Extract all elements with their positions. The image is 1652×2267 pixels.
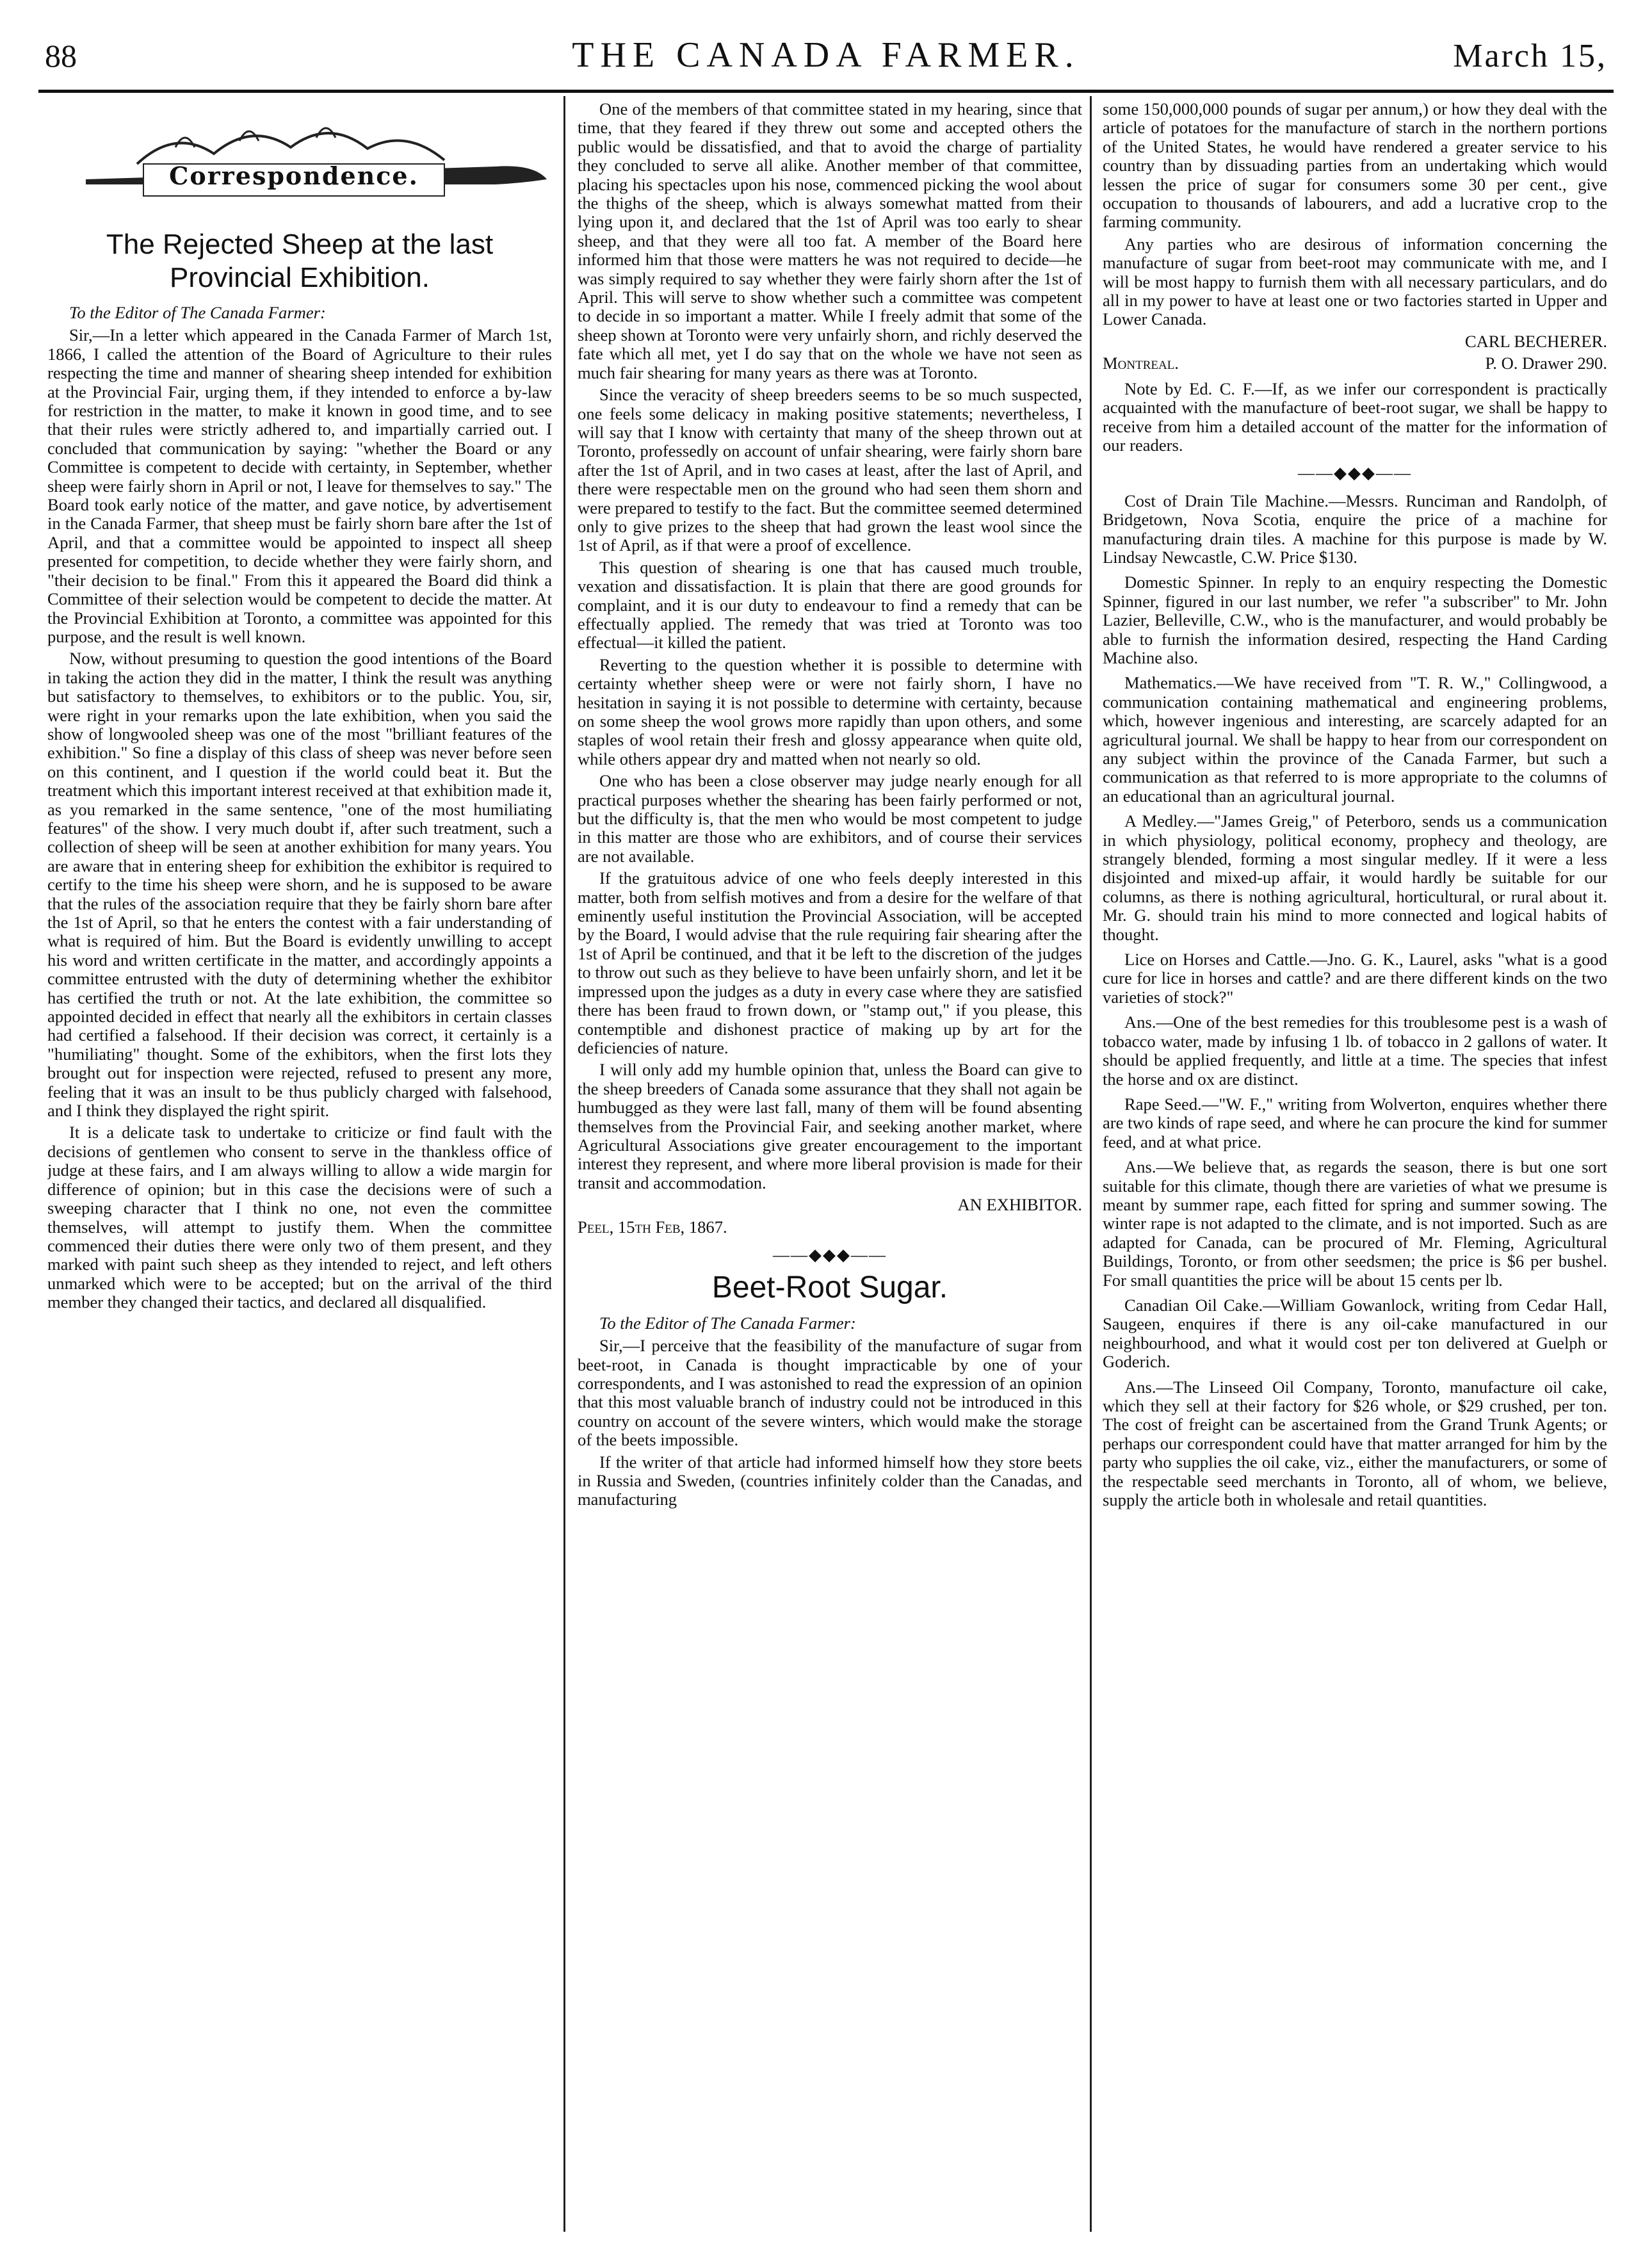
article-paragraph: This question of shearing is one that has caused much trouble, vexation and dissatisfaction. It is plain that there are good grounds for complaint, and it is our duty to endeavour to find a remedy that can be effectually applied. The remedy that was tried at Toronto was too effectual—it killed the patient. — [578, 557, 1082, 653]
header-rule — [38, 90, 1614, 93]
masthead: THE CANADA FARMER. — [572, 35, 1080, 75]
answers-item: Lice on Horses and Cattle.—Jno. G. K., Laurel, asks "what is a good cure for lice in horses and cattle? and are there different kinds on the two varieties of stock?" — [1103, 950, 1607, 1007]
beet-root-address: To the Editor of The Canada Farmer: — [599, 1313, 856, 1333]
column-rule — [563, 96, 565, 2232]
editor-note: Note by Ed. C. F.—If, as we infer our correspondent is practically acquainted with the manufacture of beet-root sugar, we shall be happy to receive from him a detailed account of the matter for the information of our readers. — [1103, 378, 1607, 455]
article-paragraph: I will only add my humble opinion that, unless the Board can give to the sheep breeders of Canada some assurance that they shall not again be humbugged as they were last fall, many of them will be found absenting themselves from the Provincial Fair, and seeking another market, where Agricultural Associations give greater encouragement to the important interest they represent, and where more liberal provision is made for their transit and accommodation. — [578, 1060, 1082, 1192]
article-title: The Rejected Sheep at the last Provincial Exhibition. — [106, 229, 494, 293]
article-paragraph: Now, without presuming to question the good intentions of the Board in taking the action they did in the matter, I think the result was anything but satisfactory to themselves, to exhibitors or to the public. You, sir, were right in your remarks upon the late exhibition, when you said the show of longwooled sheep was one of the most "brilliant features of the exhibition." So fine a display of this class of sheep was never before seen on this continent, and I question if the world could beat it. But the treatment which this important interest received at that exhibition made it, as you remarked in the same sentence, "one of the most humiliating features" of the show. I very much doubt if, after such treatment, such a collection of sheep will be seen at another exhibition for many years. You are aware that in entering sheep for exhibition the exhibitor is required to certify to the time his sheep were shorn, and he is supposed to be aware that the rules of the association require that they be fairly shorn bare after the 1st of April, so that he enters the contest with a fair understanding of what is required of him. But the Board is evidently unwilling to accept his word and written certificate in the matter, and accordingly appoints a committee entrusted with the duty of determining whether the exhibitor has certified the truth or not. At the late exhibition, the committee so appointed decided in effect that nearly all the exhibitors in certain classes had certified a falsehood. If their decision was correct, it certainly is a "humiliating" thought. Some of the exhibitors, when the first lots they brought out for inspection were rejected, refused to present any more, feeling that it was an insult to be thus publicly charged with falsehood, and I think they displayed the right spirit. — [47, 649, 552, 1121]
signature-line — [1103, 354, 1607, 373]
article-paragraph: If the writer of that article had informed himself how they store beets in Russia and Sweden, (countries infinitely colder than the Canadas, and manufacturing — [578, 1452, 1082, 1509]
article-address: To the Editor of The Canada Farmer: — [69, 303, 326, 322]
signature-place: Montreal. — [1103, 353, 1179, 373]
article-paragraph: Since the veracity of sheep breeders seems to be so much suspected, one feels some delicacy in making positive statements; nevertheless, I will say that I know with certainty that many of the sheep thrown out at Toronto, professedly on account of unfair shearing, were fairly shorn bare after the 1st of April, and in two cases at least, after the last of April, and there were respectable men on the ground who had seen them shorn and were prepared to testify to the fact. But the committee seemed determined only to give prizes to the sheep that had grown the least wool since the 1st of April, as if that were a proof of excellence. — [578, 385, 1082, 555]
issue-date: March 15, — [1453, 38, 1607, 74]
column-rule — [1090, 96, 1092, 2232]
answers-item: Canadian Oil Cake.—William Gowanlock, writing from Cedar Hall, Saugeen, enquires if there is any oil-cake manufactured in our neighbourhood, and what it would cost per ton delivered at Guelph or Goderich. — [1103, 1295, 1607, 1372]
correspondence-banner — [47, 102, 552, 224]
article-dateline: Peel, 15th Feb, 1867. — [578, 1217, 727, 1237]
answers-item: Domestic Spinner. In reply to an enquiry respecting the Domestic Spinner, figured in our last number, we refer "a subscriber" to Mr. John Lazier, Belleville, C.W., who is the manufacturer, and would probably be able to furnish the information desired, respecting the Hand Carding Machine also. — [1103, 573, 1607, 667]
section-divider-ornament: ——◆◆◆—— — [773, 1245, 887, 1264]
answers-item: Ans.—We believe that, as regards the season, there is but one sort suitable for this climate, though there are varieties of what we presume is meant by summer rape, each fitted for spring and summer sowing. The winter rape is not adapted to the climate, and is not imported. Such as are adapted for Canada, can be procured of Mr. Fleming, Agricultural Buildings, Toronto, or from other seedsmen; the price is $6 per bushel. For small quantities the price will be about 15 cents per lb. — [1103, 1157, 1607, 1290]
article-paragraph: Sir,—I perceive that the feasibility of the manufacture of sugar from beet-root, in Canada is thought impracticable by one of your correspondents, and I was astonished to read the expression of an opinion that this most valuable branch of industry could not be introduced in this country on account of the severe winters, which would make the storage of the beets impossible. — [578, 1336, 1082, 1450]
article-paragraph: One who has been a close observer may judge nearly enough for all practical purposes whether the shearing has been fairly performed or not, but the difficulty is, that the men who would be most competent to judge in this matter are those who are exhibitors, and of course their services are not available. — [578, 771, 1082, 866]
article-paragraph: One of the members of that committee stated in my hearing, since that time, that they feared if they threw out some and accepted others the public would be dissatisfied, and that to avoid the charge of partiality they concluded to serve all alike. Another member of that committee, placing his spectacles upon his nose, commenced picking the wool about the thighs of the sheep, which is always somewhat matted from their lying upon it, and declared that the 1st of April was too early to shear sheep, and that they were all too fat. A member of the Board here informed him that those were matters he was not required to decide—he was simply required to say whether they were fairly shorn after the 1st of April. This will serve to show whether such a committee was competent to decide in so important a matter. While I freely admit that some of the sheep shown at Toronto were very unfairly shorn, and richly deserved the fate which all met, yet I do say that on the whole we have not seen as much fair shearing for many years as there was at Toronto. — [578, 100, 1082, 382]
article-signature: AN EXHIBITOR. — [957, 1195, 1082, 1215]
column-3 — [1103, 100, 1607, 2226]
answers-item: Mathematics.—We have received from "T. R. W.," Collingwood, a communication containing mathematical and engineering problems, which, however ingenious and interesting, are scarcely adapted for an agricultural journal. We shall be happy to hear from our correspondent on any subject within the province of the Canada Farmer, but such a communication as that referred to is more appropriate to the columns of an educational than an agricultural journal. — [1103, 673, 1607, 806]
answers-item: Cost of Drain Tile Machine.—Messrs. Runciman and Randolph, of Bridgetown, Nova Scotia, enquire the price of a machine for manufacturing drain tiles. A machine for this purpose is made by W. Lindsay Newcastle, C.W. Price $130. — [1103, 491, 1607, 567]
column-2 — [578, 100, 1082, 2226]
section-divider-ornament: ——◆◆◆—— — [1298, 464, 1412, 483]
signer-name: CARL BECHERER. — [1464, 331, 1607, 351]
article-paragraph: some 150,000,000 pounds of sugar per annum,) or how they deal with the article of potatoes for the manufacture of starch in the northern portions of the United States, he would have rendered a greater service to his country than by dissuading parties from an undertaking which would lessen the price of sugar for consumers some 30 per cent., give occupation to thousands of labourers, and add a lucrative crop to the farming community. — [1103, 100, 1607, 232]
answers-item: A Medley.—"James Greig," of Peterboro, sends us a communication in which physiology, political economy, prophecy and theology, are strangely blended, forming a most singular medley. If it were a less disjointed and mixed-up affair, it would hardly be suitable for our columns, as there is nothing agricultural, horticultural, or rural about it. Mr. G. should train his mind to more connected and logical habits of thought. — [1103, 811, 1607, 944]
article-paragraph: Reverting to the question whether it is possible to determine with certainty whether sheep were or were not fairly shorn, I have no hesitation in saying it is not possible to determine with certainty, because on some sheep the wool grows more rapidly than upon others, and some staples of wool retain their fresh and glossy appearance when quite old, while others appear dry and matted when not nearly so old. — [578, 654, 1082, 768]
answers-item: Ans.—One of the best remedies for this troublesome pest is a wash of tobacco water, made by infusing 1 lb. of tobacco in 2 gallons of water. It should be applied frequently, and little at a time. The species that infest the horse and ox are distinct. — [1103, 1012, 1607, 1089]
page-number: 88 — [45, 38, 77, 74]
answers-item: Ans.—The Linseed Oil Company, Toronto, manufacture oil cake, which they sell at their factory for $26 whole, or $29 crushed, per ton. The cost of freight can be ascertained from the Grand Trunk Agents; or perhaps our correspondent could have that matter arranged for him by the party who supplies the oil cake, viz., either the manufacturers, or some of the respectable seed merchants in Toronto, all of whom, we believe, supply the article both in wholesale and retail quantities. — [1103, 1377, 1607, 1510]
article-paragraph: Any parties who are desirous of information concerning the manufacture of sugar from beet-root may communicate with me, and I will be most happy to furnish them with all necessary particulars, and do all in my power to have at least one or two factories started in Upper and Lower Canada. — [1103, 234, 1607, 329]
article-paragraph: If the gratuitous advice of one who feels deeply interested in this matter, both from selfish motives and from a desire for the welfare of that eminently useful institution the Provincial Association, will be accepted by the Board, I would advise that the rule requiring fair shearing after the 1st of April be continued, and that it be left to the discretion of the judges to throw out such as they believe to have been unfairly shorn, and let it be impressed upon the judges as a duty in every case where they are satisfied there has been fraud to frown down, or "stamp out," if you please, this contemptible and dishonest practice of making up by art for the deficiencies of nature. — [578, 868, 1082, 1057]
section-heading: Correspondence. — [169, 161, 419, 190]
article-paragraph: It is a delicate task to undertake to criticize or find fault with the decisions of gentlemen who consent to serve in the thankless office of judge at these fairs, and I am always willing to allow a wide margin for difference of opinion; but in this case the decisions were of such a sweeping character that I think no one, not even the committee themselves, will attempt to justify them. When the committee commenced their duties there were only two of them present, and they marked with paint such sheep as they intended to reject, and left others unmarked which were to be accepted; but on the arrival of the third member they changed their tactics, and declared all disqualified. — [47, 1123, 552, 1312]
article-paragraph: Sir,—In a letter which appeared in the Canada Farmer of March 1st, 1866, I called the attention of the Board of Agriculture to their rules respecting the time and manner of shearing sheep intended for exhibition at the Provincial Fair, urging them, if they intended to enforce a by-law for restriction in the matter, to make it known in good time, and to see that their rules were strictly adhered to, and impartially carried out. I concluded that communication by saying: "whether the Board or any Committee is competent to decide with certainty, in September, whether sheep were fairly shorn in April or not, I leave for themselves to say." The Board took early notice of the matter, and gave notice, by advertisement in the Canada Farmer, that sheep must be fairly shorn bare after the 1st of April, and that a committee would be appointed to inspect all sheep presented for competition, to decide whether they were fairly shorn, and "their decision to be final." From this it appeared the Board did think a Committee of their selection would be competent to decide the matter. At the Provincial Exhibition at Toronto, a committee was appointed for this purpose, and the result is well known. — [47, 325, 552, 646]
beet-root-title: Beet-Root Sugar. — [711, 1271, 948, 1305]
column-1 — [47, 100, 552, 2226]
page-header — [38, 26, 1614, 85]
answers-item: Rape Seed.—"W. F.," writing from Wolverton, enquires whether there are two kinds of rape seed, and where he can procure the kind for summer feed, and at what price. — [1103, 1094, 1607, 1151]
signature-box: P. O. Drawer 290. — [1485, 353, 1607, 373]
